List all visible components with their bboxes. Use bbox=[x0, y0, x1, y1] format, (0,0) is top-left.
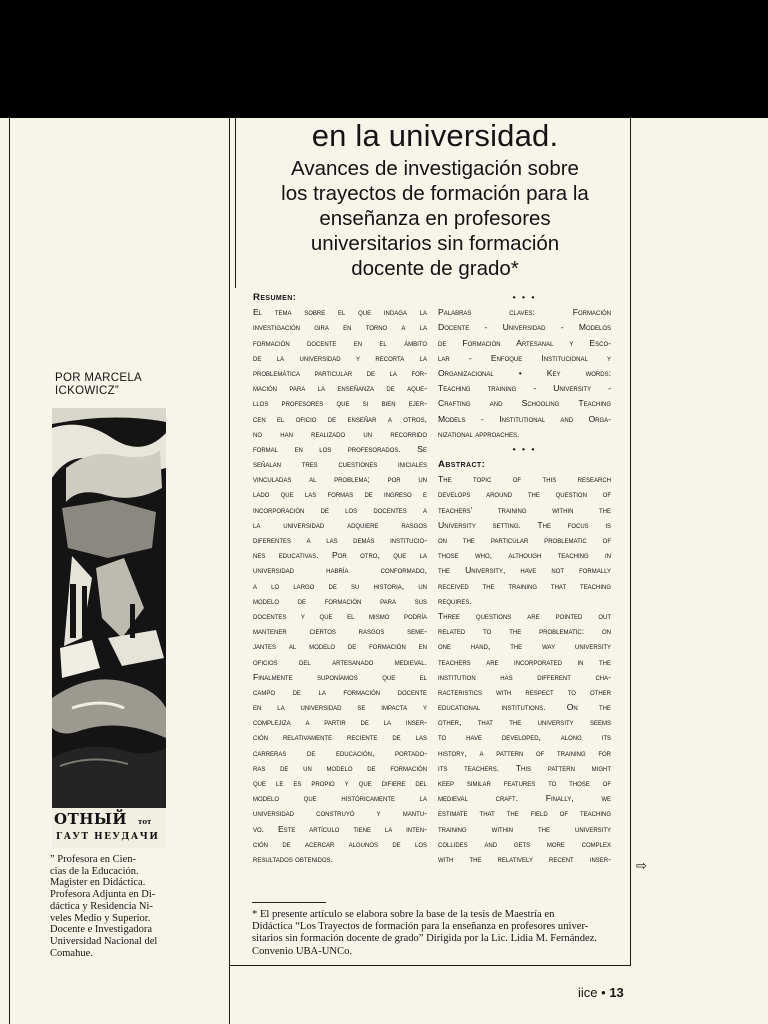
bio-line: ” Profesora en Cien- bbox=[50, 854, 137, 865]
page-footer bbox=[578, 985, 624, 1000]
resumen-line: lado que las formas de ingreso e bbox=[253, 489, 427, 500]
resumen-line: modelo que históricamente la bbox=[253, 793, 427, 804]
resumen-line: oficios del artesanado medieval. bbox=[253, 656, 427, 667]
subtitle-line: docente de grado* bbox=[351, 257, 519, 280]
poster-caption-line: ОТНЫЙ bbox=[54, 810, 128, 828]
footer-bullet: • bbox=[601, 985, 606, 1000]
resumen-line: ción de acercar algunos de los bbox=[253, 838, 427, 849]
frame-inner-left bbox=[229, 118, 230, 1024]
resumen-line: la universidad adquiere rasgos bbox=[253, 519, 427, 530]
abstract-line: to have developed, along its bbox=[438, 732, 611, 743]
abstract-line: on the particular problematic of bbox=[438, 535, 611, 545]
bio-line: Profesora Adjunta en Di- bbox=[50, 889, 156, 901]
resumen-line: a lo largo de su historia, un bbox=[253, 580, 427, 591]
author-byline bbox=[55, 372, 142, 398]
author-line: POR MARCELA bbox=[55, 372, 143, 384]
abstract-line: educational institutions. On the bbox=[438, 702, 611, 713]
abstract-line: those who, although teaching in bbox=[438, 550, 611, 561]
subtitle-line: los trayectos de formación para la bbox=[281, 182, 589, 205]
keywords-line: Crafting and Schooling Teaching bbox=[438, 398, 611, 409]
bio-line: Docente e Investigadora bbox=[50, 924, 153, 936]
abstract-line: history, a pattern of training for bbox=[438, 747, 611, 758]
frame-left-outer bbox=[9, 118, 10, 1024]
keywords-line: Organizacional • Key words: bbox=[438, 367, 611, 378]
resumen-line: universidad habría conformado, bbox=[253, 565, 427, 576]
bio-line: Universidad Nacional del bbox=[50, 935, 158, 947]
bio-line: Comahue. bbox=[50, 947, 93, 959]
abstract-line: racteristics with respect to other bbox=[438, 686, 611, 697]
resumen-line: ras de un modelo de formación bbox=[253, 762, 427, 773]
abstract-line: develops around the question of bbox=[438, 489, 611, 500]
abstract-line: related to the problematic: on bbox=[438, 626, 611, 637]
resumen-line: ción relativamente reciente de las bbox=[253, 732, 427, 743]
poster-artwork bbox=[52, 408, 166, 808]
resumen-line: vo. Este artículo tiene la inten- bbox=[253, 823, 427, 834]
resumen-line: problemática particular de la for- bbox=[253, 367, 427, 378]
page-number: 13 bbox=[609, 985, 624, 1000]
footnote-line: Didáctica “Los Trayectos de formación para la enseñanza en profesores univer- bbox=[252, 921, 589, 933]
continue-arrow-icon: ⇨ bbox=[636, 858, 647, 873]
resumen-line: campo de la formación docente bbox=[253, 686, 427, 697]
resumen-line: llos profesores que si bien ejer- bbox=[253, 398, 427, 409]
resumen-line: investigación gira en torno a la bbox=[253, 322, 427, 333]
abstract-line: collides and gets more complex bbox=[438, 838, 611, 849]
abstract-line: one hand, the way university bbox=[438, 641, 611, 652]
bio-line: Magister en Didáctica. bbox=[50, 877, 146, 889]
subtitle-line: Avances de investigación sobre bbox=[291, 157, 579, 180]
keywords-line: Docente - Universidad - Modelos bbox=[438, 322, 611, 333]
author-bio bbox=[50, 854, 168, 959]
abstract-line: with the relatively recent inser- bbox=[438, 853, 611, 864]
resumen-line: carreras de educación, portado- bbox=[253, 747, 427, 758]
resumen-line: docentes y que el mismo podría bbox=[253, 610, 427, 621]
abstract-line: University setting. The focus is bbox=[438, 519, 611, 530]
resumen-line: Finalmente suponíamos que el bbox=[253, 671, 427, 682]
footnote-line: * El presente artículo se elabora sobre la base de la tesis de Maestría en bbox=[252, 909, 555, 920]
keywords-line: Models - Institutional and Orga- bbox=[438, 413, 611, 424]
article-title: en la universidad. bbox=[311, 118, 559, 153]
subtitle-line: universitarios sin formación bbox=[310, 232, 560, 255]
resumen-line: mantener ciertos rasgos seme- bbox=[253, 626, 427, 637]
resumen-line: mación para la enseñanza de aque- bbox=[253, 383, 427, 394]
footnote-rule bbox=[252, 902, 326, 903]
resumen-line: en la universidad se impacta y bbox=[253, 702, 427, 713]
resumen-line: complejiza a partir de la inser- bbox=[253, 717, 427, 728]
bio-line: cias de la Educación. bbox=[50, 865, 139, 877]
resumen-heading: Resumen: bbox=[253, 292, 297, 303]
resumen-line: no han realizado un recorrido bbox=[253, 428, 427, 439]
resumen-line: que le es propio y que difiere del bbox=[253, 778, 427, 788]
frame-bottom bbox=[229, 965, 631, 966]
abstract-line: medieval craft. Finally, we bbox=[438, 793, 611, 804]
abstract-line: requires. bbox=[438, 595, 472, 606]
section-separator: • • • bbox=[512, 443, 537, 454]
keywords-line: nizational approaches. bbox=[438, 428, 520, 439]
bio-line: veles Medio y Superior. bbox=[50, 912, 151, 924]
resumen-line: resultados obtenidos. bbox=[253, 853, 333, 864]
abstract-line: teachers' training within the bbox=[438, 504, 611, 515]
section-separator: • • • bbox=[512, 292, 537, 302]
journal-name: iice bbox=[578, 985, 598, 1000]
abstract-line: institution has different cha- bbox=[438, 671, 611, 682]
abstract-line: estimate that the field of teaching bbox=[438, 808, 611, 819]
poster-illustration bbox=[52, 408, 166, 848]
resumen-line: vinculadas al problema; por un bbox=[253, 474, 427, 485]
abstract-line: received the training that teaching bbox=[438, 580, 611, 591]
abstract-line: Three questions are pointed out bbox=[438, 610, 611, 621]
scan-dark-border bbox=[0, 0, 768, 118]
keywords-line: Teaching training - University - bbox=[438, 383, 611, 394]
resumen-line: incorporación de los docentes a bbox=[253, 504, 427, 515]
resumen-line: diferentes a las demás institucio- bbox=[253, 535, 427, 545]
resumen-line: formación docente en el ámbito bbox=[253, 337, 427, 348]
poster-caption-line: ГАУТ НЕУДАЧИ bbox=[56, 832, 160, 842]
keywords-line: de Formación Artesanal y Esco- bbox=[438, 337, 611, 348]
resumen-line: modelo de formación para sus bbox=[253, 595, 427, 606]
abstract-line: the University, have not formally bbox=[438, 565, 611, 576]
footnote bbox=[252, 909, 614, 958]
author-line: ICKOWICZ” bbox=[55, 385, 120, 397]
footnote-line: Convenio UBA-UNCo. bbox=[252, 945, 353, 957]
resumen-line: señalan tres cuestiones iniciales bbox=[253, 459, 427, 470]
keywords-line: Palabras claves: Formación bbox=[438, 307, 611, 318]
resumen-line: de la universidad y recorta la bbox=[253, 352, 427, 363]
abstract-line: keep similar features to those of bbox=[438, 778, 611, 788]
subtitle-line: enseñanza en profesores bbox=[319, 207, 551, 230]
poster-caption bbox=[52, 808, 166, 848]
abstract-line: teachers are incorporated in the bbox=[438, 656, 611, 667]
resumen-line: cen el oficio de enseñar a otros, bbox=[253, 413, 427, 424]
abstract-line: training within the university bbox=[438, 823, 611, 834]
resumen-line: El tema sobre el que indaga la bbox=[253, 307, 427, 318]
abstract-line: The topic of this research bbox=[438, 474, 611, 485]
resumen-line: formal en los profesorados. Se bbox=[253, 443, 427, 454]
abstract-heading: Abstract: bbox=[438, 459, 486, 471]
bio-line: dáctica y Residencia Ni- bbox=[50, 900, 153, 912]
abstract-line: other, that the university seems bbox=[438, 717, 611, 728]
resumen-line: nes educativas. Por otro, que la bbox=[253, 550, 427, 561]
resumen-line: jantes al modelo de formación en bbox=[253, 641, 427, 652]
footnote-line: sitarios sin formación docente de grado” Dirigida por la Lic. Lidia M. Fernández. bbox=[252, 933, 598, 945]
poster-caption-tail: тот bbox=[138, 817, 152, 826]
resumen-line: universidad construyó y mantu- bbox=[253, 808, 427, 819]
resumen-column bbox=[253, 290, 427, 867]
abstract-line: its teachers. This pattern might bbox=[438, 762, 611, 773]
article-subtitle bbox=[236, 156, 634, 281]
keywords-abstract-column bbox=[438, 290, 611, 867]
keywords-line: lar - Enfoque Institucional y bbox=[438, 352, 611, 363]
